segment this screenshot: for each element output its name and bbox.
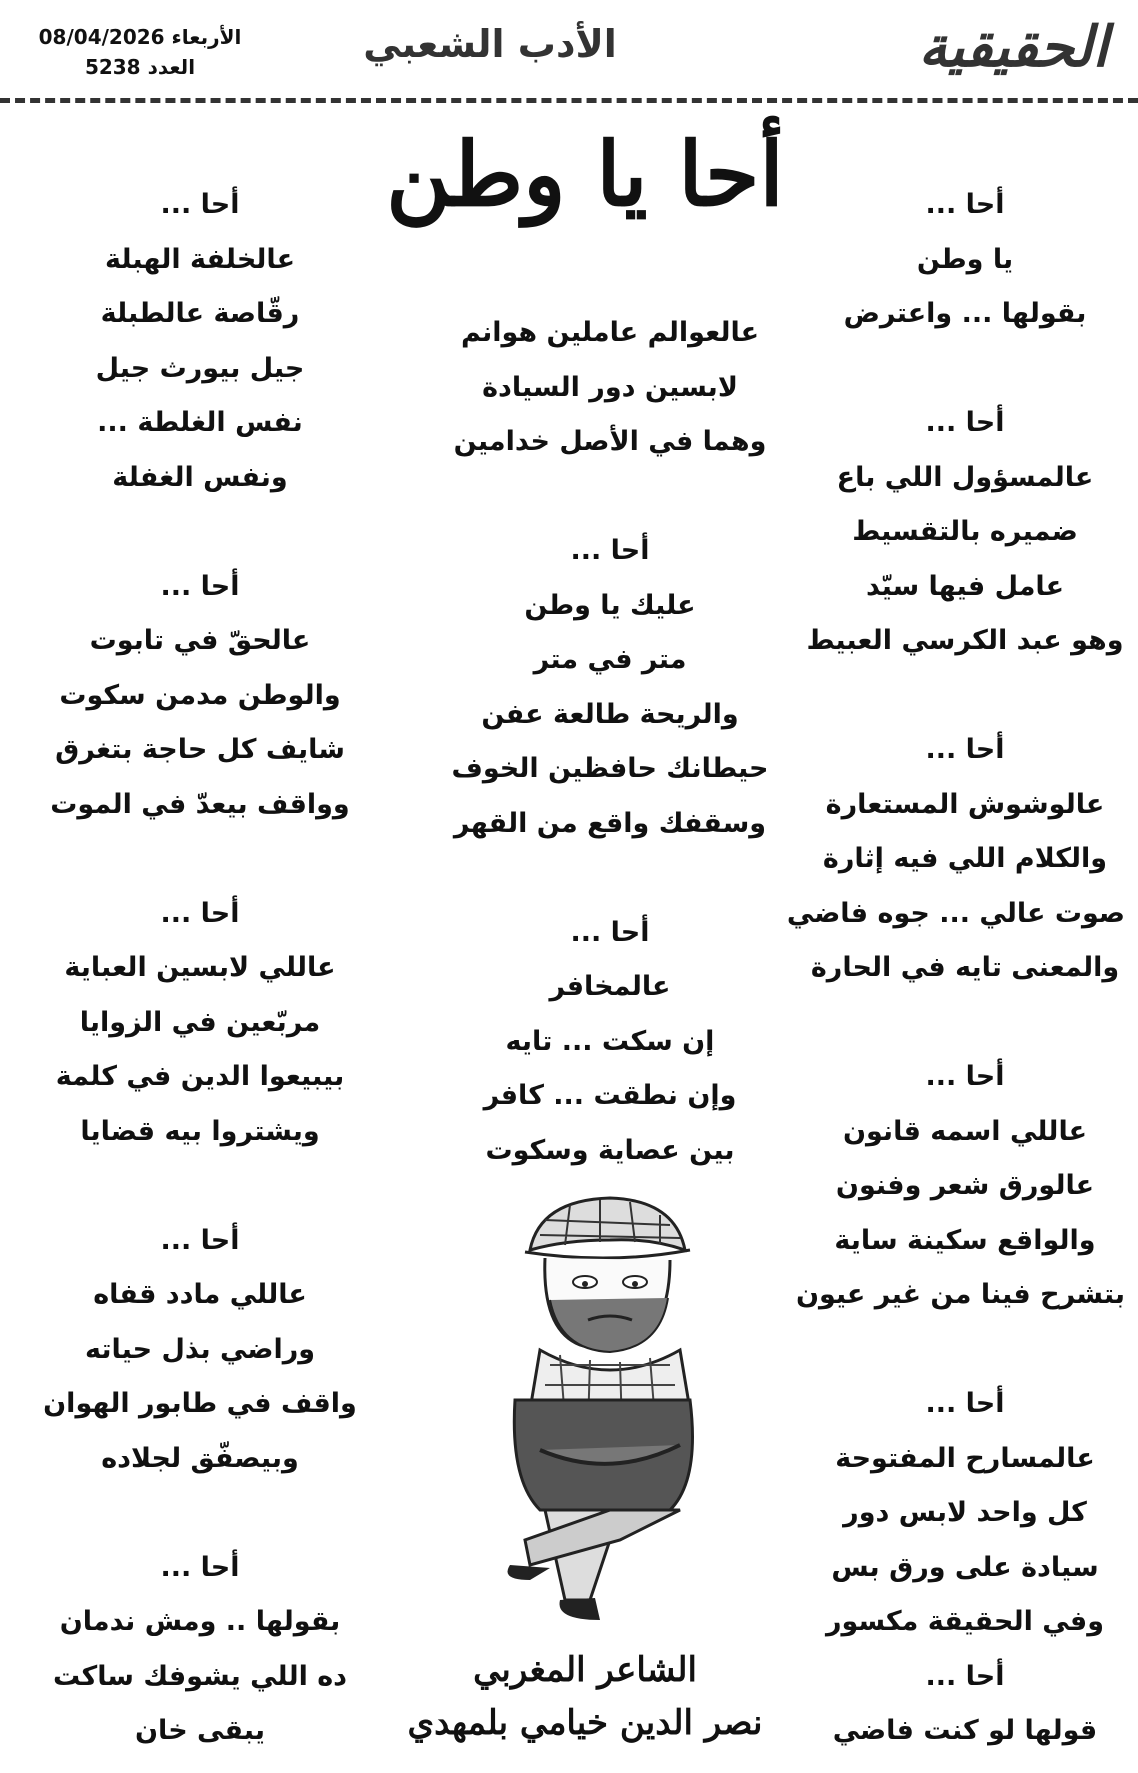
page-header <box>0 0 1138 95</box>
header-divider <box>0 98 1138 103</box>
poem-line: بيبيعوا الدين في كلمة <box>55 1061 345 1092</box>
poem-line: عالعوالم عاملين هوانم <box>460 317 760 348</box>
poem-line: ضميره بالتقسيط <box>852 516 1078 547</box>
poem-line: عاللي مادد قفاه <box>93 1279 307 1310</box>
poem-line: ويشتروا بيه قضايا <box>80 1115 320 1147</box>
poet-name: نصر الدين خيامي بلمهدي <box>407 1703 763 1743</box>
poem-line: والريحة طالعة عفن <box>481 698 739 730</box>
poem-line: إن سكت ... تايه <box>505 1025 715 1057</box>
poem-stanza <box>805 178 1125 342</box>
poem-line: عامل فيها سيّد <box>865 570 1065 602</box>
poem-line: عاللي لابسين العباية <box>64 952 336 983</box>
poem-line: عالمخافر <box>549 971 671 1002</box>
poem-stanza <box>440 524 780 851</box>
stanza-gap <box>805 996 1125 1051</box>
poem-line: صوت عالي ... جوه فاضي <box>786 897 1125 929</box>
poem-line: أحا ... <box>925 1388 1005 1419</box>
poem-stanza <box>805 396 1125 669</box>
poem-line: أحا ... <box>925 734 1005 765</box>
poem-line: قولها لو كنت فاضي <box>832 1715 1098 1746</box>
poem-line: لابسين دور السيادة <box>482 371 738 403</box>
poem-column-left <box>40 178 360 1759</box>
poem-line: عالخلفة الهبلة <box>104 243 296 275</box>
stanza-gap <box>40 1486 360 1541</box>
poem-line: أحا ... <box>160 1551 240 1583</box>
poem-title: أحا يا وطن <box>386 122 784 226</box>
poem-line: وفي الحقيقة مكسور <box>825 1606 1105 1637</box>
poem-line: عالحقّ في تابوت <box>89 625 311 656</box>
poem-line: ونفس الغفلة <box>112 461 288 493</box>
poem-stanza <box>440 906 780 1179</box>
poem-line: وراضي بذل حياته <box>84 1333 316 1365</box>
issue-meta <box>20 22 260 82</box>
poem-line: أحا ... <box>925 1061 1005 1092</box>
poem-line: بين عصاية وسكوت <box>485 1134 735 1166</box>
poem-line: عالوشوش المستعارة <box>825 788 1105 820</box>
poem-line: عالمسارح المفتوحة <box>835 1442 1095 1474</box>
poem-line: عالورق شعر وفنون <box>835 1170 1095 1201</box>
poem-stanza <box>40 887 360 1160</box>
poem-line: سيادة على ورق بس <box>831 1551 1099 1583</box>
poem-line: واقف في طابور الهوان <box>43 1388 357 1419</box>
newspaper-logo: الحقيقية <box>918 14 1108 80</box>
poem-stanza <box>440 306 780 470</box>
poem-line: عليك يا وطن <box>524 589 696 621</box>
stanza-gap <box>440 470 780 525</box>
stanza-gap <box>440 851 780 906</box>
poem-stanza <box>795 1050 1125 1323</box>
poem-column-right <box>786 178 1125 1759</box>
poem-line: يبقى خان <box>135 1715 265 1746</box>
poem-line: أحا ... <box>570 916 650 948</box>
poem-line: رقّاصة عالطبلة <box>100 298 300 329</box>
poem-line: كل واحد لابس دور <box>843 1497 1087 1528</box>
poem-line: أحا ... <box>160 570 240 602</box>
poem-line: حيطانك حافظين الخوف <box>451 753 769 784</box>
stanza-gap <box>805 342 1125 397</box>
poem-line: وسقفك واقع من القهر <box>453 807 767 839</box>
poem-stanza <box>805 1377 1125 1759</box>
poem-stanza <box>40 178 360 505</box>
poet-title: الشاعر المغربي <box>473 1650 697 1690</box>
poem-stanza <box>40 1541 360 1759</box>
poem-line: بقولها ... واعترض <box>843 298 1087 329</box>
poem-line: وبيصفّق لجلاده <box>101 1442 299 1474</box>
poem-line: متر في متر <box>533 644 687 675</box>
poem-line: عاللي اسمه قانون <box>842 1115 1088 1147</box>
poem-line: أحا ... <box>925 1660 1005 1692</box>
stanza-gap <box>40 832 360 887</box>
poem-line: وهما في الأصل خدامين <box>453 426 767 457</box>
issue-number: العدد 5238 <box>84 55 196 79</box>
section-title: الأدب الشعبي <box>363 22 617 66</box>
poem-line: والكلام اللي فيه إثارة <box>822 843 1108 874</box>
issue-date: الأربعاء 08/04/2026 <box>38 25 242 49</box>
poem-column-middle <box>440 306 780 1178</box>
poem-stanza <box>40 1214 360 1487</box>
stanza-gap <box>805 1323 1125 1378</box>
poem-stanza <box>40 560 360 833</box>
poem-line: شايف كل حاجة بتغرق <box>55 734 345 765</box>
poem-line: عالمسؤول اللي باع <box>836 461 1094 493</box>
poem-line: أحا ... <box>925 189 1005 220</box>
poem-line: مربّعين في الزوايا <box>79 1006 321 1038</box>
poem-line: وواقف بيعدّ في الموت <box>50 788 350 820</box>
poem-line: أحا ... <box>570 535 650 566</box>
stanza-gap <box>40 505 360 560</box>
poem-line: أحا ... <box>160 189 240 220</box>
poem-line: أحا ... <box>160 1224 240 1256</box>
poem-line: جيل بيورث جيل <box>95 352 305 384</box>
poem-line: والوطن مدمن سكوت <box>59 679 341 711</box>
stanza-gap <box>805 669 1125 724</box>
poem-line: وإن نطقت ... كافر <box>483 1080 737 1111</box>
poem-line: والواقع سكينة ساية <box>834 1224 1096 1256</box>
poem-line: والمعنى تايه في الحارة <box>810 952 1120 983</box>
poem-stanza <box>786 723 1125 996</box>
poem-line: نفس الغلطة ... <box>97 407 303 438</box>
poem-line: أحا ... <box>925 407 1005 438</box>
poet-illustration <box>470 1180 730 1660</box>
poem-line: بتشرح فينا من غير عيون <box>795 1279 1125 1310</box>
poem-line: يا وطن <box>916 243 1014 275</box>
poem-line: أحا ... <box>160 897 240 929</box>
poem-line: ده اللي يشوفك ساكت <box>52 1660 348 1692</box>
poem-line: بقولها .. ومش ندمان <box>59 1606 341 1637</box>
stanza-gap <box>40 1159 360 1214</box>
poem-line: وهو عبد الكرسي العبيط <box>806 625 1124 656</box>
